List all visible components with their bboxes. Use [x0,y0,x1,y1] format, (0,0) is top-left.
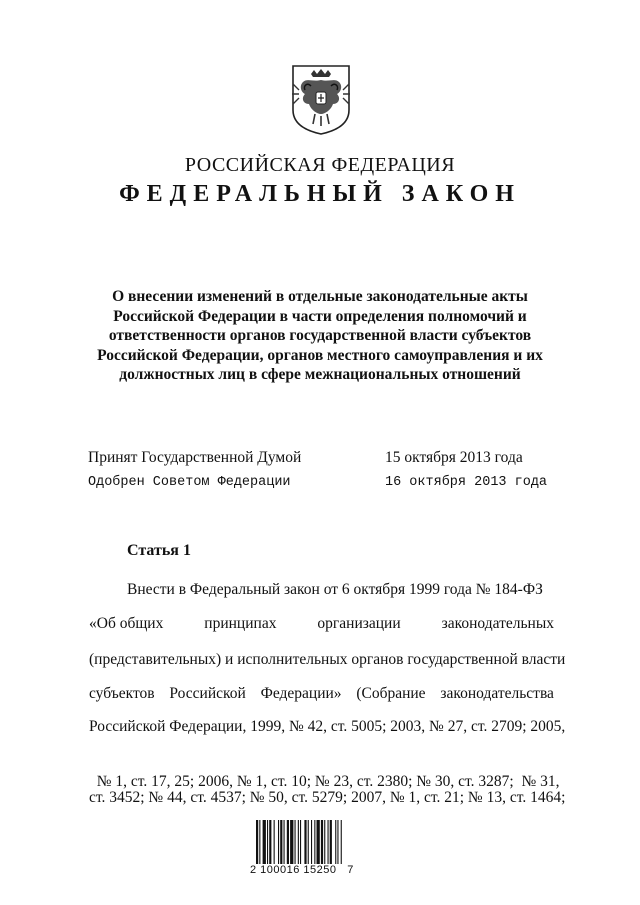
article-text-segment: (представительных) и исполнительных органов государственной власти [89,651,566,668]
barcode-bar [263,820,266,864]
article-text-line [89,650,566,670]
barcode-bar [328,820,329,864]
barcode-bar [274,820,275,864]
law-title-line: О внесении изменений в отдельные законодательные акты [112,288,528,305]
barcode-bar [278,820,279,864]
barcode-bar [280,820,282,864]
adoption-date: 15 октября 2013 года [385,449,523,466]
barcode-bar [298,820,299,864]
article-text-segment: принципах [204,615,277,632]
article-text-segment: (Собрание [356,685,426,702]
article-text-line [89,752,560,792]
barcode-bar [317,820,320,864]
article-text-segment: Внести в Федеральный закон от 6 октября 1999 года № 184-ФЗ [127,581,543,598]
law-title-line: должностных лиц в сфере межнациональных отношений [119,366,521,383]
article-text-segment: субъектов [89,685,155,702]
document-type-heading: ФЕДЕРАЛЬНЫЙ ЗАКОН [119,181,521,207]
law-title-line: Российской Федерации, органов местного самоуправления и их [97,346,543,364]
barcode-bar [269,820,271,864]
adoption-label: Принят Государственной Думой [88,449,302,466]
article-text-segment: Российской [169,685,246,702]
barcode-bar [321,820,323,864]
barcode-bar [284,820,285,864]
barcode-bar [290,820,293,864]
country-heading: РОССИЙСКАЯ ФЕДЕРАЦИЯ [184,154,456,176]
barcode-bar [259,820,260,864]
article-text-line [89,717,566,737]
article-text-line [89,788,566,808]
barcode-bar [324,820,325,864]
barcode-bar [256,820,258,864]
article-text-segment: законодательных [441,615,554,632]
barcode-bar [267,820,268,864]
law-title [90,287,550,385]
article-text-line [89,684,554,704]
article-text-line [127,580,554,600]
adoption-date: 16 октября 2013 года [385,475,548,490]
barcode-bar [287,820,289,864]
barcode-bar [335,820,336,864]
barcode-bar [314,820,315,864]
barcode-bar [300,820,301,864]
article-text-segment: № 1, ст. 17, 25; 2006, № 1, ст. 10; № 23, ст. 2380; № 30, ст. 3287; № 31, [96,773,560,790]
article-text-segment: законодательства [440,685,554,702]
article-text-segment: ст. 3452; № 44, ст. 4537; № 50, ст. 5279; 2007, № 1, ст. 21; № 13, ст. 1464; [89,789,566,806]
article-text-segment: Российской Федерации, 1999, № 42, ст. 5005; 2003, № 27, ст. 2709; 2005, [89,718,566,735]
barcode-icon [256,820,386,864]
article-title: Статья 1 [127,542,191,559]
coat-of-arms-icon [289,64,353,136]
barcode-bar [330,820,332,864]
article-text-segment: «Об общих [89,615,164,632]
barcode-bar [337,820,338,864]
barcode-bar [341,820,342,864]
barcode-bar [311,820,312,864]
law-title-line: ответственности органов государственной власти субъектов [108,327,532,344]
adoption-label: Одобрен Советом Федерации [88,475,291,490]
barcode-bar [304,820,306,864]
barcode-bar [308,820,309,864]
barcode-bar [295,820,296,864]
law-title-line: Российской Федерации в части определения полномочий и [113,307,527,325]
barcode-number: 2 100016 15250 7 [250,864,354,876]
article-text-segment: Федерации» [260,685,342,702]
article-text-segment: организации [317,615,401,632]
article-text-line [89,614,554,634]
